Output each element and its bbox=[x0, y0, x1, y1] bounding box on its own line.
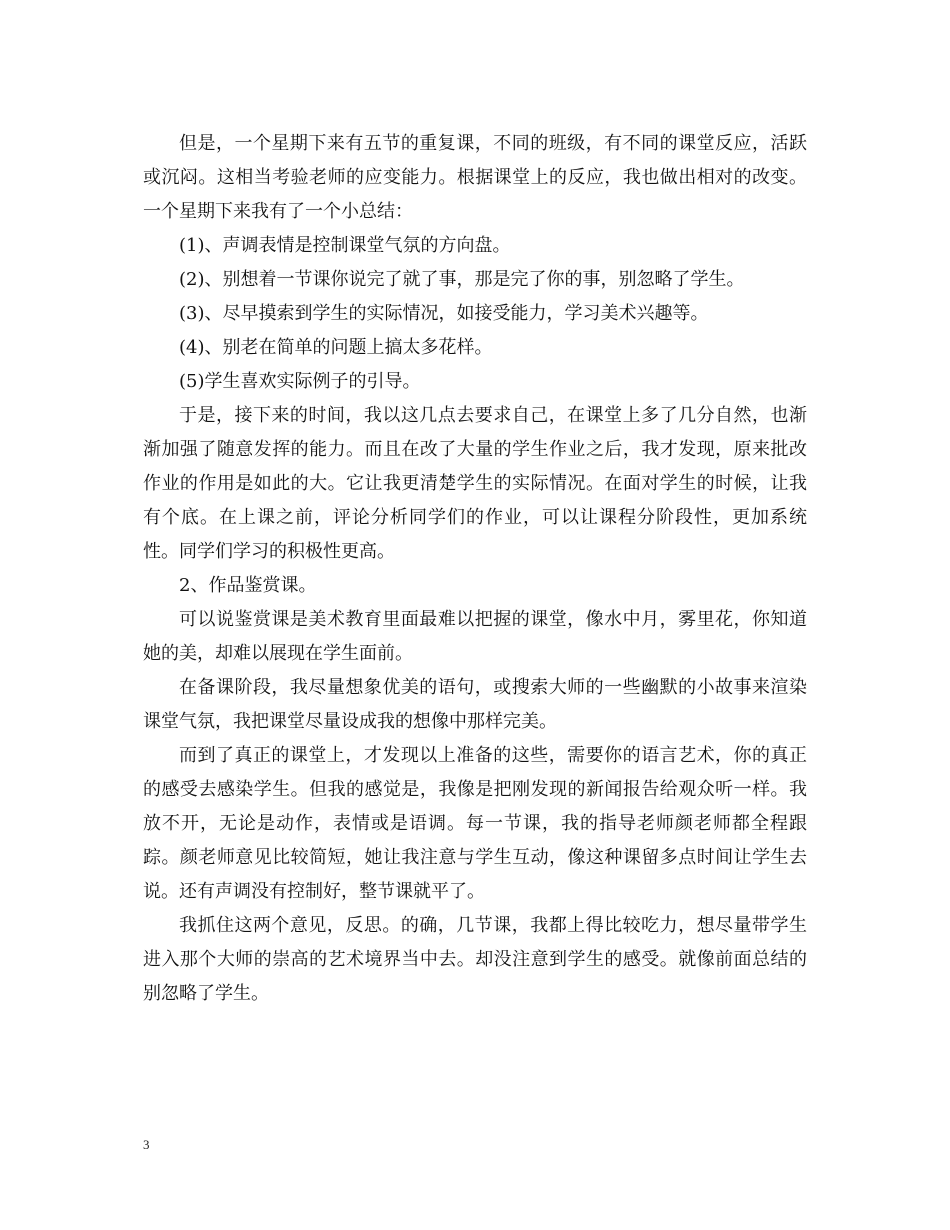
list-item: (3)、尽早摸索到学生的实际情况，如接受能力，学习美术兴趣等。 bbox=[179, 303, 709, 324]
list-item: (5)学生喜欢实际例子的引导。 bbox=[179, 371, 421, 392]
paragraph: 于是，接下来的时间，我以这几点去要求自己，在课堂上多了几分自然，也渐渐加强了随意发挥的能力。而且在改了大量的学生作业之后，我才发现，原来批改作业的作用是如此的大。它让我更清楚学生的实际情况。在面对学生的时候，让我有个底。在上课之前，评论分析同学们的作业，可以让课程分阶段性，更加系统性。同学们学习的积极性更高。 bbox=[143, 405, 807, 562]
paragraph: 我抓住这两个意见，反思。的确，几节课，我都上得比较吃力，想尽量带学生进入那个大师的崇高的艺术境界当中去。却没注意到学生的感受。就像前面总结的别忽略了学生。 bbox=[143, 915, 807, 1004]
paragraph: 可以说鉴赏课是美术教育里面最难以把握的课堂，像水中月，雾里花，你知道她的美，却难以展现在学生面前。 bbox=[143, 609, 807, 664]
list-item: (4)、别老在简单的问题上搞太多花样。 bbox=[179, 337, 493, 358]
section-heading: 2、作品鉴赏课。 bbox=[179, 575, 317, 596]
list-item: (1)、声调表情是控制课堂气氛的方向盘。 bbox=[179, 235, 511, 256]
paragraph: 而到了真正的课堂上，才发现以上准备的这些，需要你的语言艺术，你的真正的感受去感染学生。但我的感觉是，我像是把刚发现的新闻报告给观众听一样。我放不开，无论是动作，表情或是语调。每一节课，我的指导老师颜老师都全程跟踪。颜老师意见比较简短，她让我注意与学生互动，像这种课留多点时间让学生去说。还有声调没有控制好，整节课就平了。 bbox=[143, 745, 807, 902]
page-number: 3 bbox=[143, 1137, 150, 1152]
paragraph: 在备课阶段，我尽量想象优美的语句，或搜索大师的一些幽默的小故事来渲染课堂气氛，我把课堂尽量设成我的想像中那样完美。 bbox=[143, 677, 807, 732]
list-item: (2)、别想着一节课你说完了就了事，那是完了你的事，别忽略了学生。 bbox=[179, 269, 745, 290]
paragraph: 但是，一个星期下来有五节的重复课，不同的班级，有不同的课堂反应，活跃或沉闷。这相当考验老师的应变能力。根据课堂上的反应，我也做出相对的改变。一个星期下来我有了一个小总结： bbox=[143, 133, 807, 222]
body-text bbox=[143, 127, 807, 1011]
